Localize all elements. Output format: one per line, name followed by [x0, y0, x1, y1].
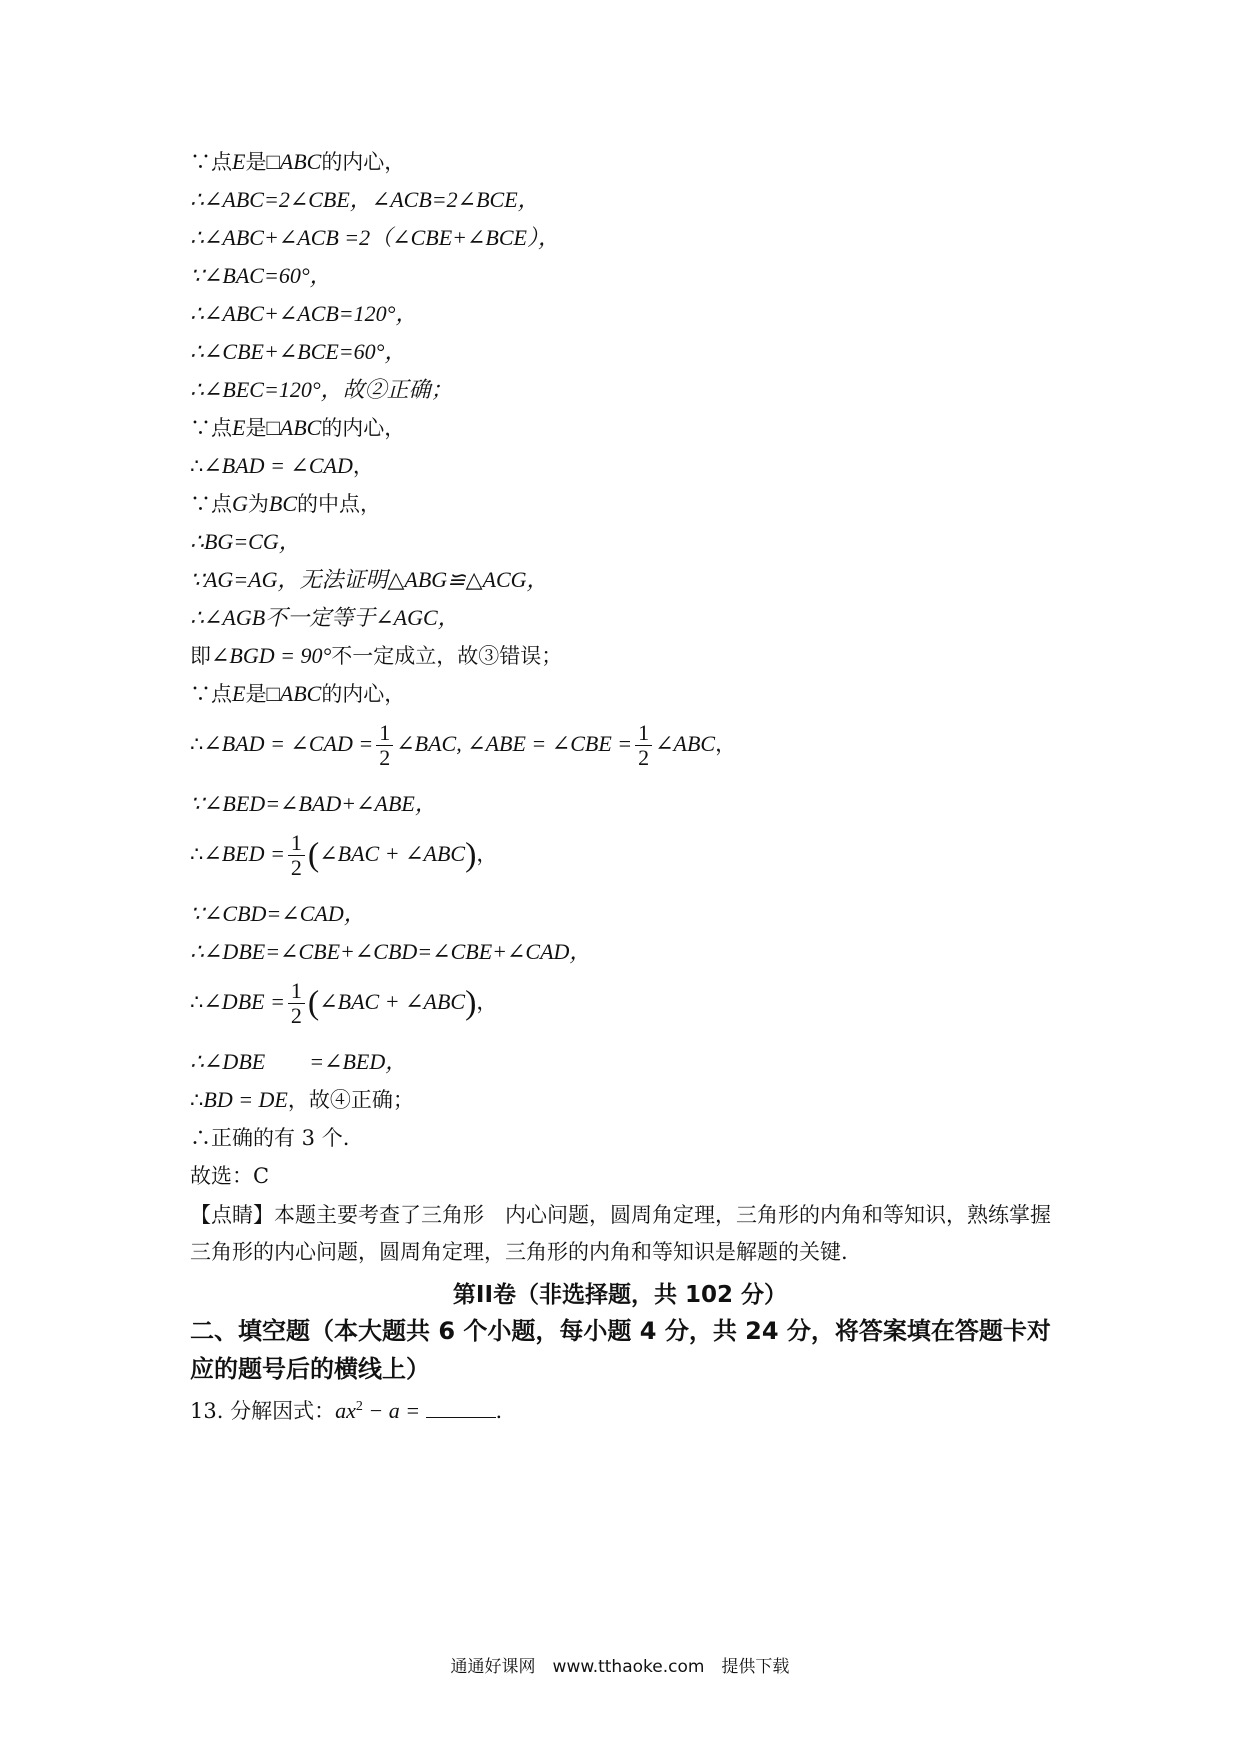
solution-line: ∴BG=CG，	[190, 529, 301, 554]
solution-line: ∵点G为BC的中点，	[190, 491, 382, 516]
answer-line: 故选：C	[190, 1164, 270, 1188]
solution-line: ∴∠DBE = $\frac{1}{2}$ (∠BAC + ∠ABC)，	[190, 978, 498, 1028]
solution-line: ∴∠DBE=∠CBE+∠CBD=∠CBE+∠CAD，	[190, 939, 592, 964]
solution-line: ∴∠BED = $\frac{1}{2}$ (∠BAC + ∠ABC)，	[190, 830, 498, 880]
solution-line: ∴∠BAD = ∠CAD = $\frac{1}{2}$ ∠BAC, ∠ABE = ∠CBE = $\frac{1}{2}$ ∠ABC，	[190, 720, 737, 770]
solution-line: ∵AG=AG，无法证明△ABG≌△ACG，	[190, 567, 549, 592]
fraction: $\frac{1}{2}$	[288, 979, 305, 1028]
solution-line: ∴∠ABC+∠ACB=120°，	[190, 301, 418, 326]
solution-line: ∴∠DBE =∠BED，	[190, 1049, 408, 1074]
section-heading: 二、填空题（本大题共 6 个小题，每小题 4 分，共 24 分，将答案填在答题卡对应的题号后的横线上）	[190, 1317, 1051, 1383]
fraction: $\frac{1}{2}$	[635, 721, 652, 770]
solution-line: ∵∠CBD=∠CAD，	[190, 901, 366, 926]
solution-line: ∵点E是□ABC的内心，	[190, 415, 406, 440]
question-13: 13. 分解因式：$ax^2 - a$ = .	[190, 1398, 503, 1423]
solution-line: ∴∠BEC=120°，故②正确；	[190, 377, 453, 402]
solution-line: 即∠BGD = 90°不一定成立，故③错误；	[190, 643, 563, 668]
solution-line: ∵∠BED=∠BAD+∠ABE，	[190, 791, 437, 816]
solution-line: ∵点E是□ABC的内心，	[190, 149, 406, 174]
page-footer: 通通好课网 www.tthaoke.com 提供下载	[450, 1657, 790, 1677]
solution-line: ∵点E是□ABC的内心，	[190, 681, 406, 706]
solution-line: ∴BD = DE，故④正确；	[190, 1087, 414, 1112]
fraction: $\frac{1}{2}$	[288, 831, 305, 880]
solution-line: ∴正确的有 3 个.	[190, 1126, 350, 1150]
fraction: $\frac{1}{2}$	[376, 721, 393, 770]
solution-line: ∴∠CBE+∠BCE=60°，	[190, 339, 407, 364]
solution-line: ∵∠BAC=60°，	[190, 263, 332, 288]
answer-blank	[426, 1397, 496, 1418]
solution-line: ∴∠ABC+∠ACB =2（∠CBE+∠BCE），	[190, 225, 560, 250]
comment-paragraph: 【点睛】本题主要考查了三角形 内心问题，圆周角定理，三角形的内角和等知识，熟练掌握三角形的内心问题，圆周角定理，三角形的内角和等知识是解题的关键.	[190, 1203, 1051, 1264]
solution-line: ∴∠AGB不一定等于∠AGC，	[190, 605, 460, 630]
part-title: 第II卷（非选择题，共 102 分）	[452, 1282, 788, 1308]
solution-line: ∴∠BAD = ∠CAD，	[190, 453, 374, 478]
solution-line: ∴∠ABC=2∠CBE，∠ACB=2∠BCE，	[190, 187, 540, 212]
